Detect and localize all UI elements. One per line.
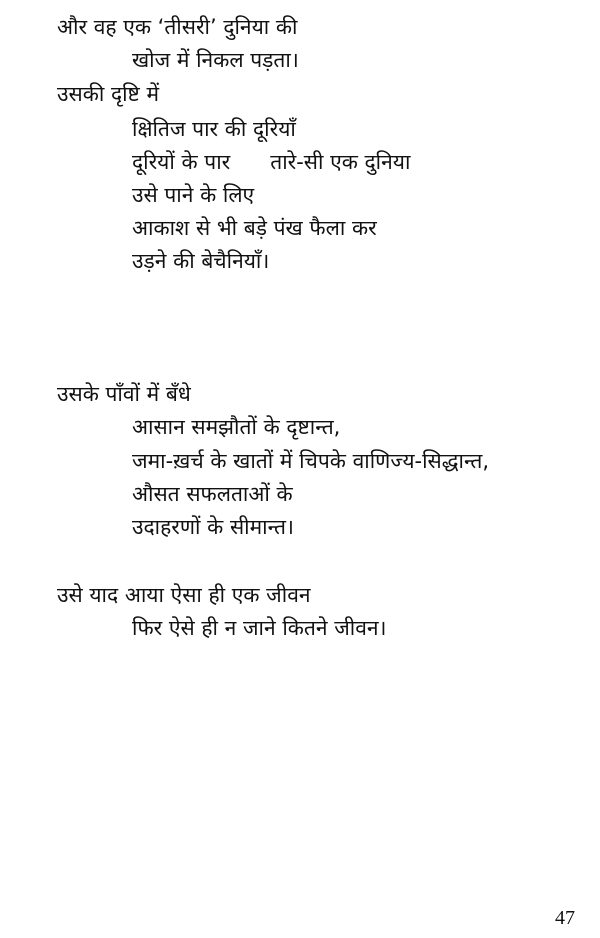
poem-line: उसे याद आया ऐसा ही एक जीवन — [57, 583, 311, 607]
poem-line: आकाश से भी बड़े पंख फैला कर — [132, 216, 377, 240]
poem-line-part: दूरियों के पार — [132, 150, 231, 174]
poem-line: उड़ने की बेचैनियाँ। — [132, 249, 270, 273]
poem-line: क्षितिज पार की दूरियाँ — [132, 117, 296, 141]
poem-line: फिर ऐसे ही न जाने कितने जीवन। — [132, 616, 387, 640]
page-number: 47 — [555, 907, 575, 929]
poem-line: उसे पाने के लिए — [132, 183, 255, 207]
poem-line — [132, 149, 410, 175]
poem-line: औसत सफलताओं के — [132, 482, 293, 506]
poem-line: आसान समझौतों के दृष्टान्त, — [132, 415, 341, 439]
poem-line: उसके पाँवों में बँधे — [57, 382, 191, 406]
poem-line: जमा-ख़र्च के खातों में चिपके वाणिज्य-सिद्धान्त, — [132, 449, 490, 473]
poem-line-part: तारे-सी एक दुनिया — [270, 150, 411, 174]
poem-line: खोज में निकल पड़ता। — [132, 48, 299, 72]
poem-line: और वह एक ‘तीसरी’ दुनिया की — [57, 15, 298, 39]
poem-line: उदाहरणों के सीमान्त। — [132, 515, 294, 539]
poem-line: उसकी दृष्टि में — [57, 82, 160, 106]
